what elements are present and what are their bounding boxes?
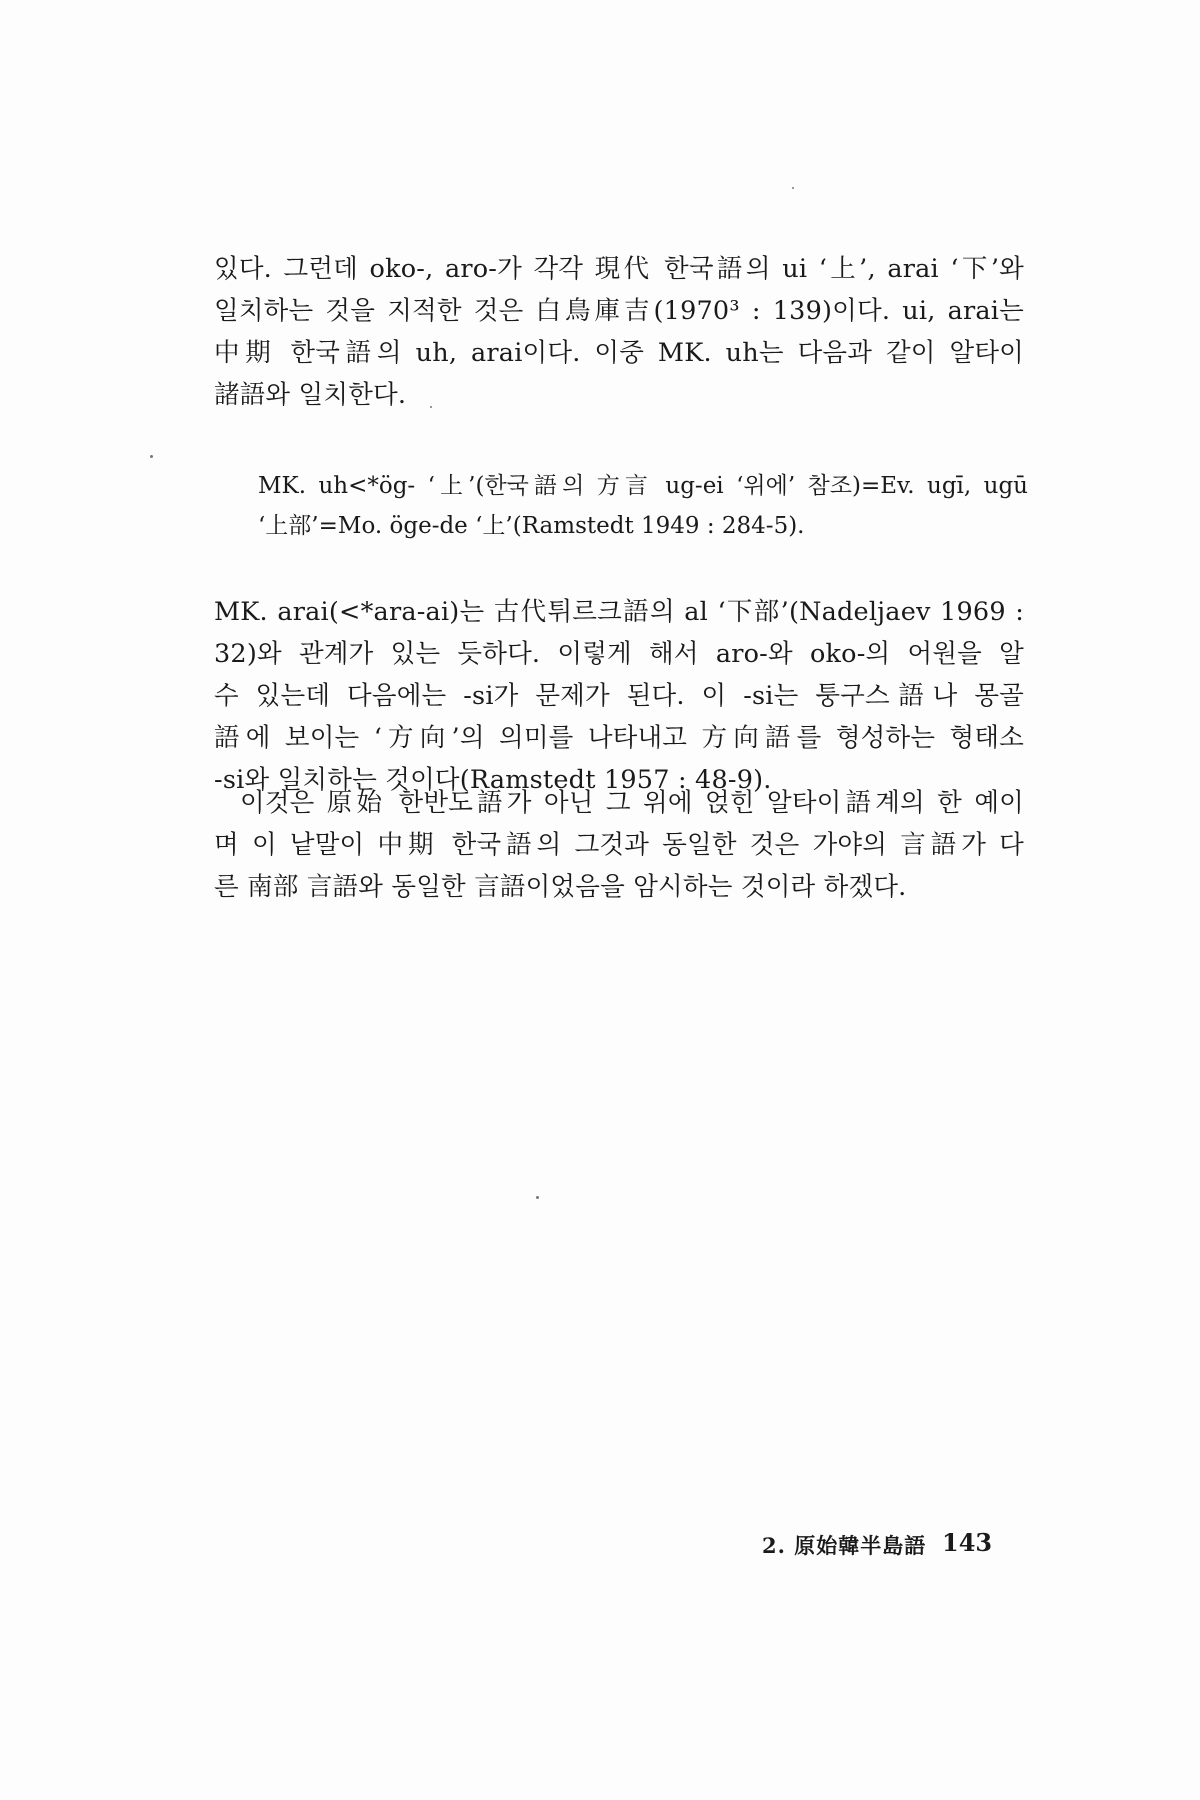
scan-speck bbox=[536, 1196, 539, 1199]
text-line: 이것은 原始 한반도語가 아닌 그 위에 얹힌 알타이語계의 한 예이 bbox=[240, 788, 1024, 818]
text-line: 32)와 관계가 있는 듯하다. 이렇게 해서 aro-와 oko-의 어원을 알 bbox=[214, 639, 1024, 669]
scan-speck bbox=[150, 455, 153, 458]
paragraph-3 bbox=[214, 782, 1024, 908]
text-line: 諸語와 일치한다. bbox=[214, 380, 407, 410]
text-line: -si와 일치하는 것이다(Ramstedt 1957 : 48-9). bbox=[214, 765, 772, 795]
text-line: 수 있는데 다음에는 -si가 문제가 된다. 이 -si는 퉁구스語나 몽골 bbox=[214, 681, 1024, 711]
text-line: ‘上部’=Mo. öge-de ‘上’(Ramstedt 1949 : 284-5). bbox=[258, 513, 805, 539]
text-line: 른 南部 言語와 동일한 言語이었음을 암시하는 것이라 하겠다. bbox=[214, 872, 907, 902]
text-line: 일치하는 것을 지적한 것은 白鳥庫吉(1970³ : 139)이다. ui, arai는 bbox=[214, 296, 1024, 326]
paragraph-2 bbox=[214, 591, 1024, 801]
paragraph-1 bbox=[214, 248, 1024, 416]
text-line: 語에 보이는 ‘方向’의 의미를 나타내고 方向語를 형성하는 형태소 bbox=[214, 723, 1024, 753]
page-footer bbox=[0, 1530, 1200, 1570]
text-line: MK. uh<*ög- ‘上’(한국語의 方言 ug-ei ‘위에’ 참조)=Ev. ugī, ugū bbox=[258, 473, 1028, 499]
scan-speck bbox=[792, 187, 794, 189]
text-line: 있다. 그런데 oko-, aro-가 각각 現代 한국語의 ui ‘上’, arai ‘下’와 bbox=[214, 254, 1024, 284]
page-number: 143 bbox=[942, 1528, 993, 1557]
etymology-example bbox=[258, 466, 1028, 546]
text-line: MK. arai(<*ara-ai)는 古代튀르크語의 al ‘下部’(Nadeljaev 1969 : bbox=[214, 597, 1024, 627]
text-line: 며 이 낱말이 中期 한국語의 그것과 동일한 것은 가야의 言語가 다 bbox=[214, 830, 1024, 860]
text-line: 中期 한국語의 uh, arai이다. 이중 MK. uh는 다음과 같이 알타이 bbox=[214, 338, 1024, 368]
running-footer-title: 2. 原始韓半島語 bbox=[762, 1533, 927, 1558]
